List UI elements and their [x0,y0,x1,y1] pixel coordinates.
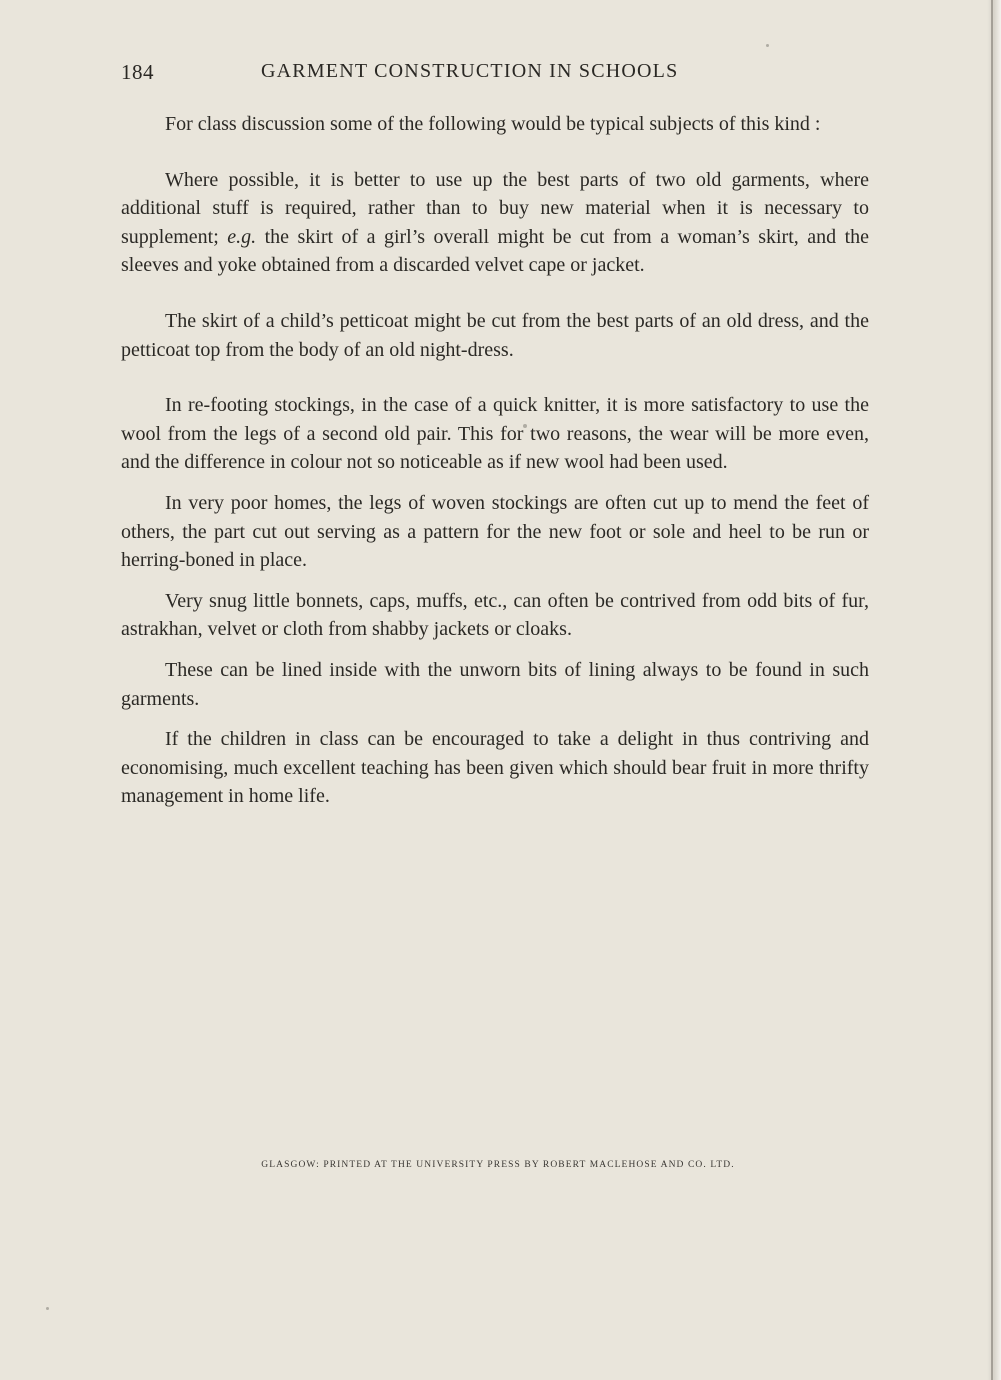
paragraph-thrift: If the children in class can be encouraged to take a delight in thus contriving and economising, much excellent teaching has been given which should bear fruit in more thrifty management in home life. [121,728,869,808]
page-edge-line [991,0,993,1380]
running-head [121,60,869,92]
abbreviation-eg: e.g. [227,225,257,248]
paper-speck [46,1307,49,1310]
paragraph-old-garments-lead: Where possible, it is better to use up the best parts of two old garments, where additional stuff is required, rather than to buy new material when it is necessary to supplement; [121,168,869,248]
paragraph-class-discussion: For class discussion some of the following would be typical subjects of this kind : [165,113,821,135]
body-text [121,110,869,811]
paragraph-lining: These can be lined inside with the unworn bits of lining always to be found in such garments. [121,658,869,710]
paragraph-petticoat: The skirt of a child’s petticoat might be cut from the best parts of an old dress, and the petticoat top from the body of an old night-dress. [121,309,869,361]
paper-speck [523,424,527,428]
paragraph-re-footing: In re-footing stockings, in the case of a quick knitter, it is more satisfactory to use the wool from the legs of a second old pair. This for two reasons, the wear will be more even, and the difference in colour not so noticeable as if new wool had been used. [121,394,869,474]
paragraph-bonnets: Very snug little bonnets, caps, muffs, etc., can often be contrived from odd bits of fur, astrakhan, velvet or cloth from shabby jackets or cloaks. [121,589,869,641]
running-title: GARMENT CONSTRUCTION IN SCHOOLS [261,60,679,82]
paragraph-old-garments [121,166,869,280]
page-edge-shadow [987,0,1001,1380]
paragraph-poor-homes: In very poor homes, the legs of woven stockings are often cut up to mend the feet of others, the part cut out serving as a pattern for the new foot or sole and heel to be run or herring-boned in place. [121,491,869,572]
page-number: 184 [121,60,154,84]
printer-imprint: GLASGOW: PRINTED AT THE UNIVERSITY PRESS BY ROBERT MACLEHOSE AND CO. LTD. [261,1160,735,1170]
paragraph-old-garments-rest: the skirt of a girl’s overall might be cut from a woman’s skirt, and the sleeves and yoke obtained from a discarded velvet cape or jacket. [121,225,869,277]
paper-speck [766,44,769,47]
